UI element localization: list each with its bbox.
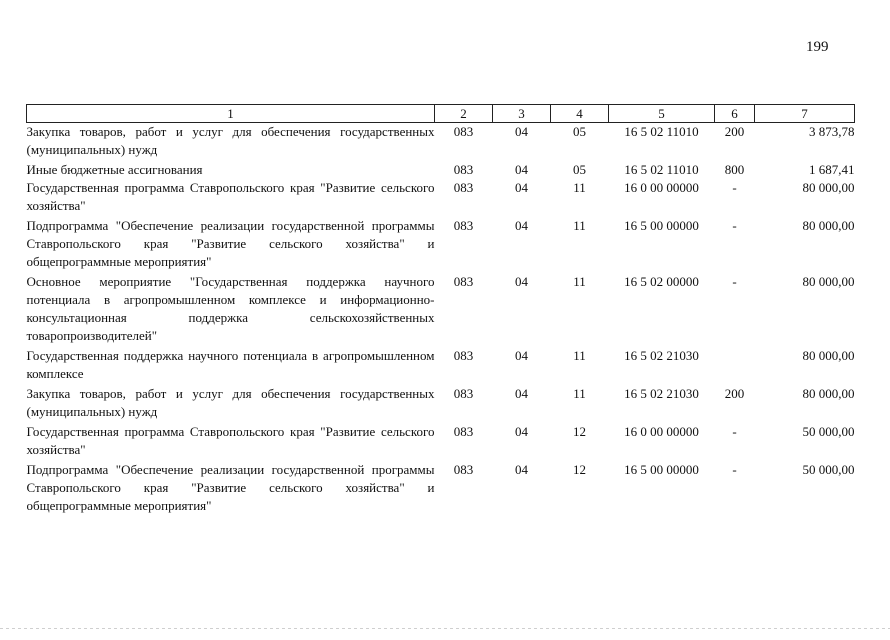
row-description: Подпрограмма "Обеспечение реализации государственной программы Ставропольского края "Развитие сельского хозяйства" и общепрограммные мероприятия" xyxy=(26,218,435,269)
row-description: Основное мероприятие "Государственная поддержка научного потенциала в агропромышленном комплексе и информационно-консультационная поддержка сельскохозяйственных товаропроизводителей" xyxy=(26,274,435,343)
table-row xyxy=(27,273,855,347)
expense-type-code xyxy=(715,347,755,385)
target-article-code: 16 5 00 00000 xyxy=(624,218,699,233)
amount: 1 687,41 xyxy=(809,162,855,177)
section-code: 04 xyxy=(515,462,528,477)
table-row xyxy=(27,385,855,423)
target-article-code: 16 0 00 00000 xyxy=(624,180,699,195)
ministry-code: 083 xyxy=(453,218,474,233)
header-col-1: 1 xyxy=(27,105,435,123)
amount: 80 000,00 xyxy=(802,348,855,363)
amount: 80 000,00 xyxy=(802,274,855,289)
table-row xyxy=(27,423,855,461)
ministry-code: 083 xyxy=(453,180,474,195)
table-row xyxy=(27,347,855,385)
subsection-code: 11 xyxy=(573,218,586,233)
expense-type-code: - xyxy=(732,462,737,477)
table-row xyxy=(27,217,855,273)
section-code: 04 xyxy=(515,124,528,139)
table-body xyxy=(27,123,855,516)
target-article-code: 16 5 02 00000 xyxy=(624,274,699,289)
section-code: 04 xyxy=(515,274,528,289)
header-col-7: 7 xyxy=(755,105,855,123)
table-row xyxy=(27,123,855,162)
table-row xyxy=(27,179,855,217)
header-row xyxy=(27,105,855,123)
page-number: 199 xyxy=(806,39,829,55)
target-article-code: 16 5 00 00000 xyxy=(624,462,699,477)
row-description: Государственная поддержка научного потенциала в агропромышленном комплексе xyxy=(26,348,435,381)
subsection-code: 11 xyxy=(573,386,586,401)
section-code: 04 xyxy=(515,218,528,233)
subsection-code: 11 xyxy=(573,180,586,195)
target-article-code: 16 5 02 21030 xyxy=(624,348,699,363)
row-description: Подпрограмма "Обеспечение реализации государственной программы Ставропольского края "Развитие сельского хозяйства" и общепрограммные мероприятия" xyxy=(26,462,435,513)
subsection-code: 12 xyxy=(573,462,586,477)
subsection-code: 05 xyxy=(573,124,586,139)
target-article-code: 16 5 02 21030 xyxy=(624,386,699,401)
expense-type-code: 200 xyxy=(724,386,745,401)
header-col-2: 2 xyxy=(435,105,493,123)
section-code: 04 xyxy=(515,348,528,363)
table-row xyxy=(27,461,855,515)
amount: 80 000,00 xyxy=(802,386,855,401)
target-article-code: 16 5 02 11010 xyxy=(624,124,699,139)
ministry-code: 083 xyxy=(453,424,474,439)
expense-type-code: - xyxy=(732,274,737,289)
expense-type-code: 800 xyxy=(724,162,745,177)
ministry-code: 083 xyxy=(453,162,474,177)
amount: 3 873,78 xyxy=(809,124,855,139)
subsection-code: 11 xyxy=(573,274,586,289)
scan-artifact-line xyxy=(0,628,890,629)
ministry-code: 083 xyxy=(453,124,474,139)
row-description: Иные бюджетные ассигнования xyxy=(26,162,203,177)
expense-type-code: 200 xyxy=(724,124,745,139)
target-article-code: 16 5 02 11010 xyxy=(624,162,699,177)
section-code: 04 xyxy=(515,180,528,195)
amount: 80 000,00 xyxy=(802,180,855,195)
ministry-code: 083 xyxy=(453,386,474,401)
table-row xyxy=(27,161,855,179)
section-code: 04 xyxy=(515,386,528,401)
target-article-code: 16 0 00 00000 xyxy=(624,424,699,439)
amount: 50 000,00 xyxy=(802,462,855,477)
amount: 50 000,00 xyxy=(802,424,855,439)
expense-type-code: - xyxy=(732,424,737,439)
subsection-code: 05 xyxy=(573,162,586,177)
subsection-code: 11 xyxy=(573,348,586,363)
row-description: Закупка товаров, работ и услуг для обеспечения государственных (муниципальных) нужд xyxy=(26,386,435,419)
header-col-3: 3 xyxy=(493,105,551,123)
subsection-code: 12 xyxy=(573,424,586,439)
ministry-code: 083 xyxy=(453,274,474,289)
header-col-4: 4 xyxy=(551,105,609,123)
amount: 80 000,00 xyxy=(802,218,855,233)
header-col-5: 5 xyxy=(609,105,715,123)
ministry-code: 083 xyxy=(453,462,474,477)
expense-type-code: - xyxy=(732,218,737,233)
header-col-6: 6 xyxy=(715,105,755,123)
budget-table xyxy=(26,104,855,515)
row-description: Государственная программа Ставропольского края "Развитие сельского хозяйства" xyxy=(26,180,435,213)
ministry-code: 083 xyxy=(453,348,474,363)
row-description: Закупка товаров, работ и услуг для обеспечения государственных (муниципальных) нужд xyxy=(26,124,435,157)
table-header xyxy=(27,105,855,123)
section-code: 04 xyxy=(515,162,528,177)
row-description: Государственная программа Ставропольского края "Развитие сельского хозяйства" xyxy=(26,424,435,457)
section-code: 04 xyxy=(515,424,528,439)
expense-type-code: - xyxy=(732,180,737,195)
